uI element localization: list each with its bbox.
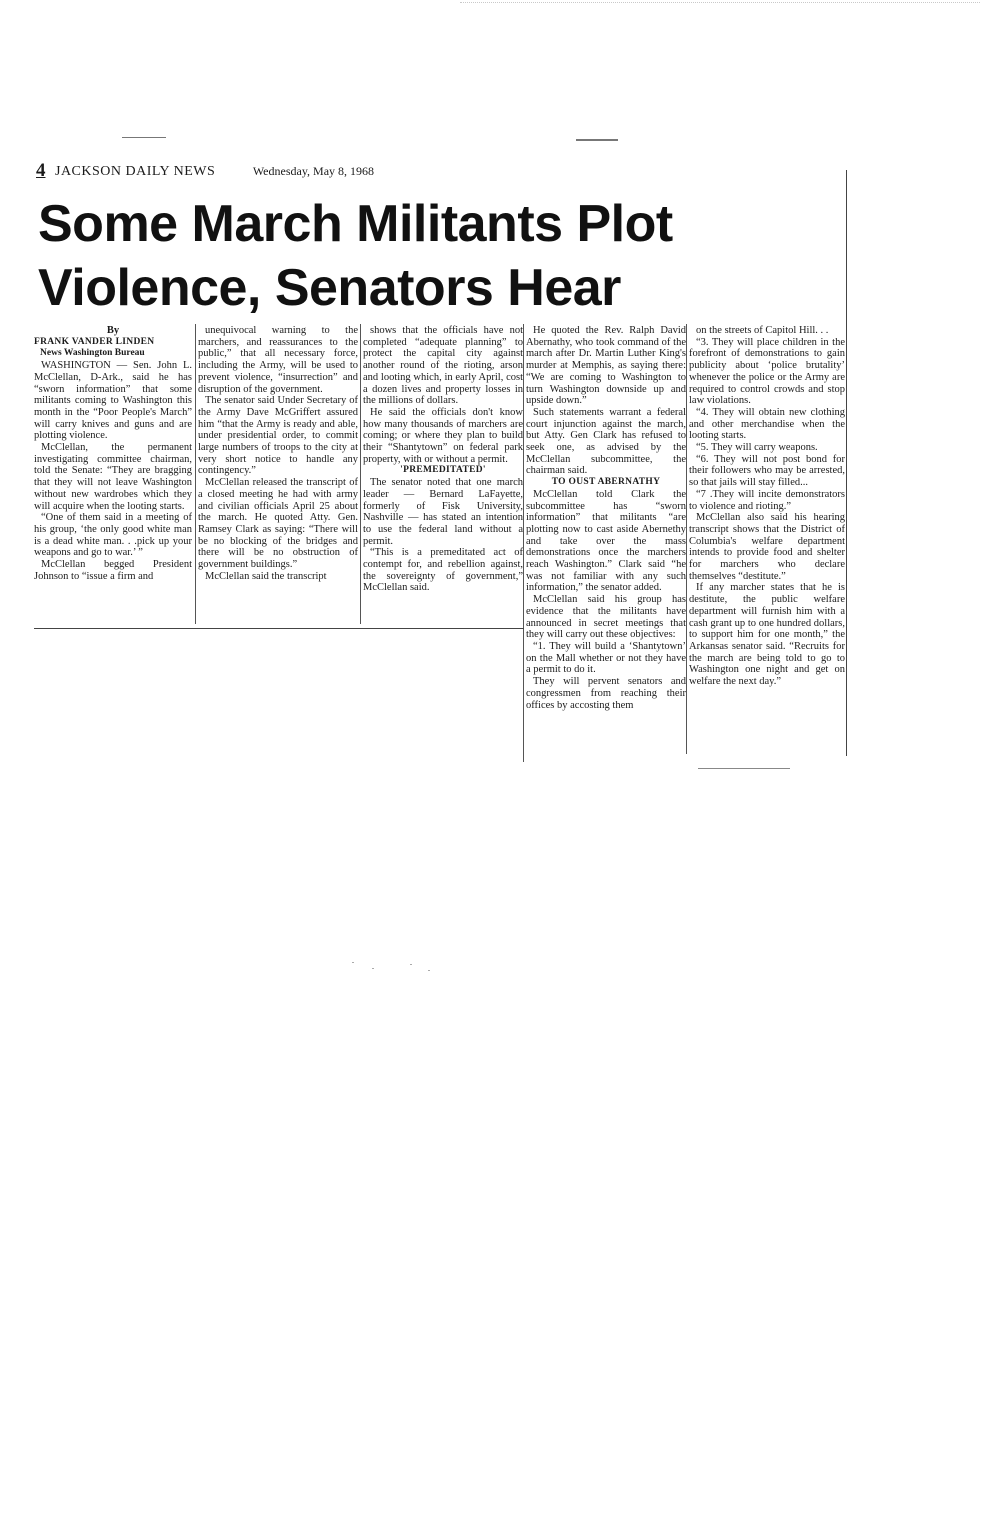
subheading: TO OUST ABERNATHY — [551, 477, 661, 488]
paragraph: McClellan also said his hearing transcript shows that the District of Columbia's welfare department intends to provide food and shelter for marchers who declare themselves “destitute.” — [689, 512, 845, 582]
scan-speck — [410, 964, 412, 965]
column-rule — [195, 324, 196, 624]
page-header — [36, 160, 836, 180]
column-rule — [523, 324, 524, 762]
article-column-3 — [363, 325, 523, 625]
headline-line-2: Violence, Senators Hear — [38, 259, 621, 317]
paragraph: Such statements warrant a federal court injunction against the march, but Atty. Gen Clark has refused to seek one, as advised by the McClellan subcommittee, the chairman said. — [526, 406, 686, 477]
byline-by: By — [106, 325, 120, 336]
paragraph: If any marcher states that he is destitute, the public welfare department will furnish him with a cash grant up to one hundred dollars, to support him for one month,” the Arkansas senator said. “Recruits for the march are being told to go to Washington one night and get on welfare the next day.” — [689, 582, 845, 688]
paragraph: “5. They will carry weapons. — [696, 442, 818, 454]
paragraph: unequivocal warning to the marchers, and reassurances to the public,” that all necessary force, including the Army, will be used to prevent violence, “insurrection” and disruption of the government. — [198, 325, 358, 395]
paragraph: The senator noted that one march leader — Bernard LaFayette, formerly of Fisk University, Nashville — has stated an intention to use the federal land without a permit. — [363, 477, 523, 547]
article-column-5 — [689, 325, 845, 753]
article-column-2 — [198, 325, 358, 625]
paragraph: “4. They will obtain new clothing and other merchandise when the looting starts. — [689, 406, 845, 442]
section-rule — [34, 628, 524, 629]
scan-edge-dots — [460, 2, 980, 3]
scan-speck — [372, 968, 374, 969]
byline-author: FRANK VANDER LINDEN — [34, 336, 155, 347]
headline-line-1: Some March Militants Plot — [38, 195, 673, 253]
paragraph: shows that the officials have not completed “adequate planning” to protect the capital city against another round of the rioting, arson and looting which, in early April, cost a dozen lives and property losses in the millions of dollars. — [363, 325, 523, 407]
paragraph: “6. They will not post bond for their followers who may be arrested, so that jails will stay filled... — [689, 453, 845, 489]
issue-date: Wednesday, May 8, 1968 — [252, 164, 375, 178]
paragraph: McClellan, the permanent investigating committee chairman, told the Senate: “They are bragging that they will not leave Washington without new wardrobes which they will acquire when the looting starts. — [34, 442, 192, 512]
clipping-edge — [846, 170, 847, 756]
paragraph: on the streets of Capitol Hill. . . — [696, 325, 829, 336]
article-column-1 — [34, 325, 192, 625]
paragraph: McClellan told Clark the subcommittee has “sworn information” that militants “are plotting now to cast aside Abernethy and take over the mass demonstrations once the marchers reach Washington.” Clark said “he was not familiar with any such information,” the senator added. — [526, 488, 686, 594]
paragraph: “7 .They will incite demonstrators to violence and rioting.” — [689, 488, 845, 512]
paragraph: “One of them said in a meeting of his group, ‘the only good white man is a dead white man. . .pick up your weapons and go to war.’ ” — [34, 512, 192, 559]
paragraph: WASHINGTON — Sen. John L. McClellan, D-Ark., said he has “sworn information” that some militants coming to Washington this month in the “Poor People's March” will carry knives and guns and are plotting violence. — [34, 360, 192, 442]
column-rule — [360, 324, 361, 624]
scan-mark — [122, 137, 166, 138]
scan-speck — [428, 970, 430, 971]
byline-bureau: News Washington Bureau — [40, 348, 145, 359]
paragraph: The senator said Under Secretary of the Army Dave McGriffert assured him “that the Army is ready and able, under presidential order, to commit large numbers of troops to the city at very short notice to handle any contingency.” — [198, 395, 358, 477]
headline — [38, 192, 838, 320]
paragraph: They will pervent senators and congressmen from reaching their offices by accosting them — [526, 676, 686, 711]
article-column-4 — [526, 325, 686, 751]
paragraph: “3. They will place children in the forefront of demonstrations to gain publicity about ‘police brutality’ whenever the police or the Army are required to control crowds and stop law violations. — [689, 336, 845, 407]
paragraph: He quoted the Rev. Ralph David Abernathy, who took command of the march after Dr. Martin Luther King's murder at Memphis, as saying there: “We are coming to Washington to turn Washington downside up and upside down.” — [526, 325, 686, 407]
subheading: 'PREMEDITATED' — [400, 465, 486, 476]
scan-speck — [352, 962, 354, 963]
paragraph: “This is a premeditated act of contempt for, and rebellion against, the sovereignty of government,” McClellan said. — [363, 547, 523, 594]
paragraph: He said the officials don't know how many thousands of marchers are coming; or where they plan to build their “Shantytown” on federal park property, with or without a permit. — [363, 406, 523, 465]
newspaper-name: JACKSON DAILY NEWS — [55, 164, 216, 179]
end-rule — [698, 768, 790, 769]
page-number: 4 — [36, 160, 46, 181]
paragraph: McClellan begged President Johnson to “issue a firm and — [34, 559, 192, 582]
paragraph: McClellan said his group has evidence that the militants have announced in secret meetings that they will carry out these objectives: — [526, 594, 686, 641]
scan-mark — [576, 139, 618, 141]
paragraph: McClellan said the transcript — [205, 570, 327, 582]
paragraph: “1. They will build a ‘Shantytown’ on the Mall whether or not they have a permit to do it. — [526, 640, 686, 676]
paragraph: McClellan released the transcript of a closed meeting he had with army and civilian officials April 25 about the march. He quoted Atty. Gen. Ramsey Clark as saying: “There will be no blocking of the bridges and there will be no obstruction of government buildings.” — [198, 477, 358, 571]
column-rule — [686, 324, 687, 754]
